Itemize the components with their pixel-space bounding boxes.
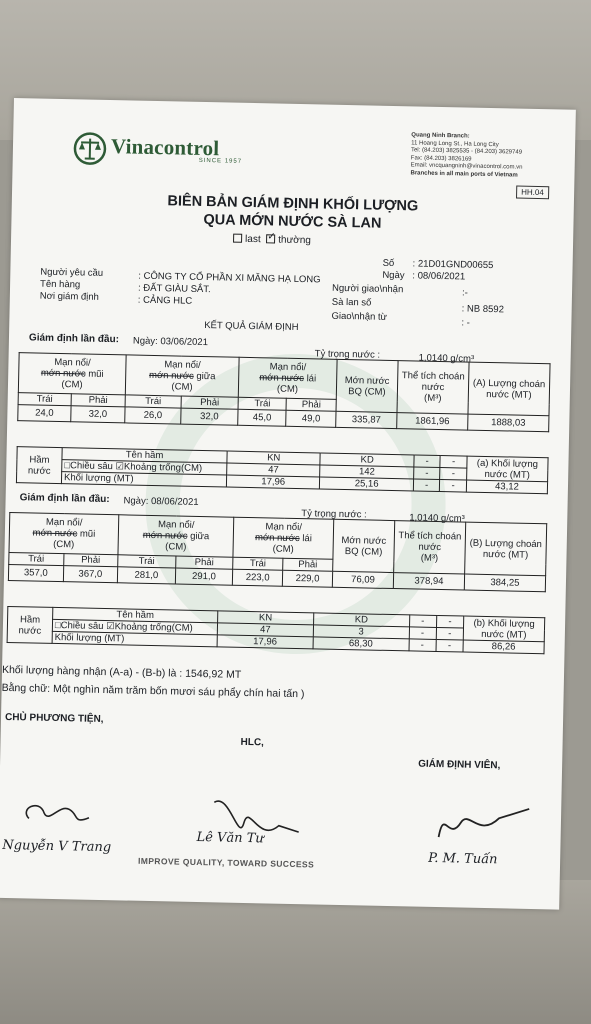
s2-kn-mt: 17,96 xyxy=(217,635,313,649)
s2-hold-name: Tên hầm xyxy=(53,607,218,622)
hlc-handwritten-name: Lê Văn Tư xyxy=(196,829,264,847)
s1-mid-left: 26,0 xyxy=(125,407,181,424)
requester-label: Người yêu cầu xyxy=(40,266,104,279)
s1-dash-4: - xyxy=(440,468,467,481)
requester-value: : CÔNG TY CỔ PHẦN XI MĂNG HẠ LONG xyxy=(138,270,321,286)
s1-dash-2: - xyxy=(440,456,467,469)
s1-fwd-left: 24,0 xyxy=(18,405,71,422)
survey1-draft-table xyxy=(17,352,550,432)
form-code: HH.04 xyxy=(516,186,549,200)
s1-kn-mt: 17,96 xyxy=(226,475,320,489)
s2-water-label: (b) Khối lượng nước (MT) xyxy=(463,616,544,642)
s1-dash-6: - xyxy=(440,480,467,493)
s1-disp: 1888,03 xyxy=(468,414,549,432)
survey1-ballast-table xyxy=(16,446,549,494)
so-value: : 21D01GND00655 xyxy=(412,258,494,272)
carrier-handwritten-name: Nguyễn V Trang xyxy=(2,837,112,856)
goods-value: : ĐẤT GIÀU SẮT. xyxy=(137,282,211,296)
branch-tel: Tel: (84.203) 3825535 - (84.203) 3629749 xyxy=(410,147,523,156)
hlc-signatory: HLC, xyxy=(240,736,265,749)
s1-mid-right-label: Phải xyxy=(181,396,238,409)
s1-weight-label: Khối lượng (MT) xyxy=(61,472,226,487)
s2-vol-header: Thể tích choán nước (M³) xyxy=(394,521,466,574)
branch-address: 11 Hoang Long St., Ha Long City xyxy=(411,139,499,148)
checkbox-normal xyxy=(266,234,275,243)
s1-vol: 1861,96 xyxy=(397,413,468,430)
option-normal: thường xyxy=(278,234,312,247)
s2-kd-cm: 3 xyxy=(313,625,409,639)
s2-water-total: 86,26 xyxy=(463,640,544,654)
s2-mid-right-label: Phải xyxy=(175,556,233,569)
s1-mid-header: Mạn nổi/ mớn nước giữa (CM) xyxy=(125,355,239,397)
s1-aft-left-label: Trái xyxy=(238,397,287,410)
s2-disp-header: (B) Lượng choán nước (MT) xyxy=(465,522,547,576)
s1-bq: 335,87 xyxy=(336,411,397,428)
survey1-date: Ngày: 03/06/2021 xyxy=(132,335,209,349)
barge-label: Sà lan số xyxy=(331,296,372,309)
s1-depth-row: □Chiều sâu ☑Khoảng trống(CM) xyxy=(62,460,227,475)
brand-since: SINCE 1957 xyxy=(198,157,243,165)
scales-icon xyxy=(73,131,108,166)
s2-bq-header: Mớn nước BQ (CM) xyxy=(333,519,395,572)
voyage-type xyxy=(233,234,311,247)
s2-aft-left-label: Trái xyxy=(233,557,283,570)
s1-water-label: (a) Khối lượng nước (MT) xyxy=(467,456,548,482)
surveyor-signatory: GIÁM ĐỊNH VIÊN, xyxy=(418,758,501,772)
surveyor-handwritten-name: P. M. Tuấn xyxy=(428,850,498,868)
s1-mid-left-label: Trái xyxy=(125,395,181,408)
survey1-label: Giám định lần đầu: xyxy=(28,332,120,346)
s1-mid-right: 32,0 xyxy=(181,408,238,425)
s2-dash-1: - xyxy=(409,615,436,628)
survey2-density: 1,0140 g/cm³ xyxy=(409,512,465,525)
received-weight: Khối lượng hàng nhận (A-a) - (B-b) là : 1546,92 MT xyxy=(1,663,242,681)
s1-kd-cm: 142 xyxy=(320,465,414,479)
option-last: last xyxy=(244,233,261,246)
s2-kn-cm: 47 xyxy=(217,623,313,637)
survey1-density: 1,0140 g/cm³ xyxy=(418,352,475,365)
s1-fwd-left-label: Trái xyxy=(18,393,71,406)
s2-fwd-right-label: Phải xyxy=(63,554,118,567)
from-label: Giao\nhận từ xyxy=(331,310,388,323)
so-label: Số xyxy=(382,257,395,269)
amount-in-words: Bằng chữ: Một nghìn năm trăm bốn mươi sáu phẩy chín hai tấn ) xyxy=(1,681,305,701)
s1-kn: KN xyxy=(227,451,321,465)
survey2-label: Giám định lần đầu: xyxy=(19,492,110,506)
s2-dash-2: - xyxy=(436,615,463,628)
s2-dash-4: - xyxy=(436,627,463,640)
s1-disp-header: (A) Lượng choán nước (MT) xyxy=(468,362,550,416)
s1-kd: KD xyxy=(320,453,414,467)
s1-dash-1: - xyxy=(414,455,441,468)
brand-name: Vinacontrol xyxy=(110,134,220,161)
s1-fwd-header: Mạn nổi/ mớn nước mũi (CM) xyxy=(18,353,126,395)
s2-vol: 378,94 xyxy=(393,573,464,590)
s2-fwd-left: 357,0 xyxy=(8,564,63,581)
s1-fwd-right: 32,0 xyxy=(71,406,125,423)
s1-fwd-right-label: Phải xyxy=(71,394,125,407)
s1-bq-header: Mớn nước BQ (CM) xyxy=(336,359,398,412)
s2-dash-5: - xyxy=(409,639,436,652)
branch-info xyxy=(410,132,571,180)
survey2-draft-table xyxy=(8,512,547,592)
s2-aft-right-label: Phải xyxy=(283,558,333,571)
doc-title-line2: QUA MỚN NƯỚC SÀ LAN xyxy=(203,211,382,232)
s2-dash-3: - xyxy=(409,627,436,640)
branch-email: Email: vncquangninh@vinacontrol.com.vn xyxy=(410,162,523,171)
s1-aft-right: 49,0 xyxy=(286,410,336,427)
s2-fwd-left-label: Trái xyxy=(9,552,64,565)
receiver-value: :- xyxy=(461,287,468,299)
s2-mid-left: 281,0 xyxy=(117,567,175,584)
s1-kn-cm: 47 xyxy=(227,463,321,477)
branch-network: Branches in all main ports of Vietnam xyxy=(410,169,518,179)
goods-label: Tên hàng xyxy=(39,278,81,291)
s1-dash-5: - xyxy=(413,479,440,492)
ngay-value: : 08/06/2021 xyxy=(412,270,466,283)
receiver-label: Người giao\nhận xyxy=(331,282,404,296)
survey2-date: Ngày: 08/06/2021 xyxy=(123,495,199,508)
s2-aft-right: 229,0 xyxy=(282,570,332,587)
carrier-signatory: CHỦ PHƯƠNG TIỆN, xyxy=(4,711,104,726)
survey1-density-label: Tỷ trọng nước : xyxy=(314,348,381,361)
s2-mid-header: Mạn nổi/ mớn nước giữa (CM) xyxy=(118,515,234,557)
s2-kd-mt: 68,30 xyxy=(313,637,409,651)
survey-document xyxy=(0,98,576,910)
vinacontrol-logo xyxy=(73,131,274,171)
checkbox-last xyxy=(233,234,242,243)
s2-mid-right: 291,0 xyxy=(175,568,233,585)
place-value: : CẢNG HLC xyxy=(137,294,193,307)
s2-kn: KN xyxy=(218,611,314,625)
ngay-label: Ngày xyxy=(382,269,405,282)
s1-aft-right-label: Phải xyxy=(286,398,336,411)
s2-mid-left-label: Trái xyxy=(118,555,176,568)
s2-kd: KD xyxy=(313,613,409,627)
result-title: KẾT QUẢ GIÁM ĐỊNH xyxy=(204,320,299,334)
place-label: Nơi giám định xyxy=(39,290,100,303)
survey2-ballast-table xyxy=(7,606,546,654)
s2-weight-label: Khối lượng (MT) xyxy=(52,631,217,646)
barge-value: : NB 8592 xyxy=(461,303,505,316)
branch-fax: Fax: (84.203) 3826169 xyxy=(410,154,472,163)
s1-aft-header: Mạn nổi/ mớn nước lái (CM) xyxy=(238,357,337,399)
s1-dash-3: - xyxy=(414,467,441,480)
s1-hold-name: Tên hầm xyxy=(62,448,227,463)
survey2-density-label: Tỷ trọng nước : xyxy=(301,508,367,521)
s1-kd-mt: 25,16 xyxy=(320,477,414,491)
branch-title: Quang Ninh Branch: xyxy=(411,132,470,140)
s2-fwd-right: 367,0 xyxy=(63,566,118,583)
s1-aft-left: 45,0 xyxy=(238,409,287,426)
s1-water-total: 43,12 xyxy=(466,480,547,494)
s1-vol-header: Thể tích choán nước (M³) xyxy=(397,361,469,414)
s2-depth-row: □Chiều sâu ☑Khoảng trống(CM) xyxy=(52,619,217,634)
doc-title-line1: BIÊN BẢN GIÁM ĐỊNH KHỐI LƯỢNG xyxy=(167,193,419,215)
from-value: : - xyxy=(461,317,470,329)
s2-dash-6: - xyxy=(436,639,463,652)
s2-aft-left: 223,0 xyxy=(233,569,283,586)
s1-hold-label: Hầm nước xyxy=(16,447,62,484)
s2-aft-header: Mạn nổi/ mớn nước lái (CM) xyxy=(233,517,334,559)
brand-slogan: IMPROVE QUALITY, TOWARD SUCCESS xyxy=(137,855,315,870)
s2-bq: 76,09 xyxy=(332,571,393,588)
s2-disp: 384,25 xyxy=(464,574,545,592)
s2-hold-label: Hầm nước xyxy=(7,606,53,643)
s2-fwd-header: Mạn nổi/ mớn nước mũi (CM) xyxy=(9,513,119,555)
